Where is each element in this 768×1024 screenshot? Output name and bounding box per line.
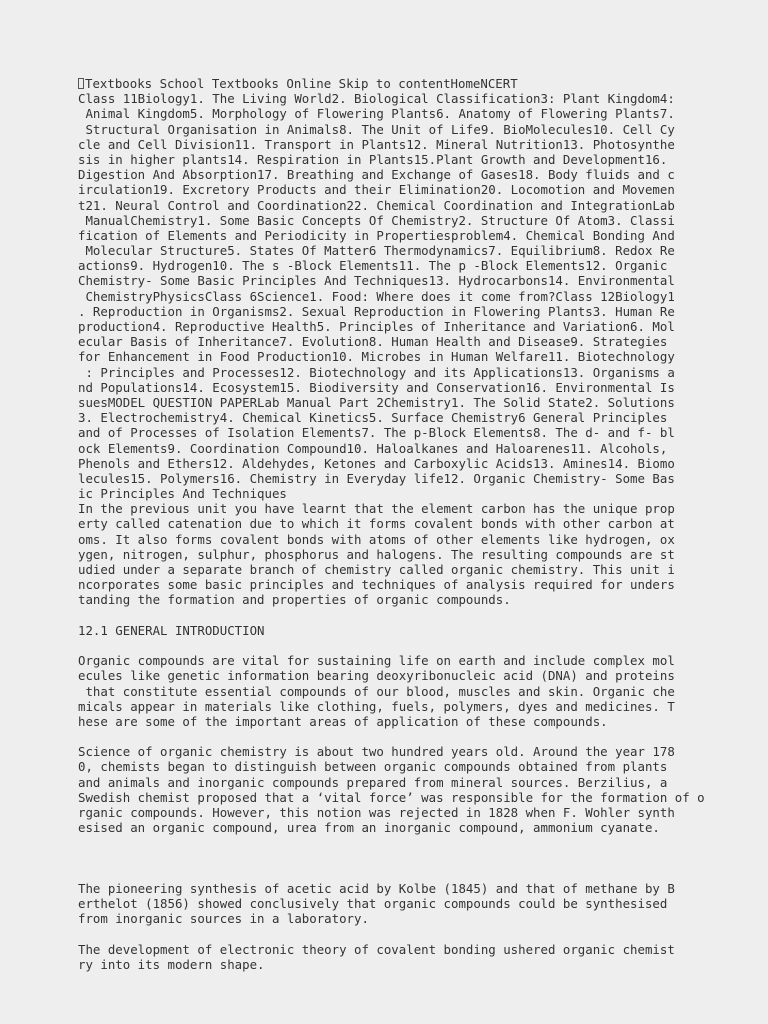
science-history-paragraph [78,744,750,835]
paragraph-line: The pioneering synthesis of acetic acid by Kolbe (1845) and that of methane by B [78,880,675,896]
paragraph-line: from inorganic sources in a laboratory. [78,911,369,927]
paragraph-line: rganic compounds. However, this notion was rejected in 1828 when F. Wohler synth [78,805,675,820]
paragraph-line: Organic compounds are vital for sustaining life on earth and include complex mol [78,653,675,669]
paragraph-line: In the previous unit you have learnt that the element carbon has the unique prop [78,501,675,517]
nav-line: nd Populations14. Ecosystem15. Biodiversity and Conservation16. Environmental Is [78,379,675,395]
nav-line: cle and Cell Division11. Transport in Plants12. Mineral Nutrition13. Photosynthe [78,136,675,152]
nav-line: sis in higher plants14. Respiration in Plants15.Plant Growth and Development16. [78,151,668,167]
organic-compounds-paragraph [78,653,750,729]
nav-line: . Reproduction in Organisms2. Sexual Reproduction in Flowering Plants3. Human Re [78,303,675,319]
paragraph-line: hese are some of the important areas of application of these compounds. [78,713,608,729]
nav-line: suesMODEL QUESTION PAPERLab Manual Part 2Chemistry1. The Solid State2. Solutions [78,394,675,410]
synthesis-paragraph [78,881,750,927]
document-page [78,76,750,972]
paragraph-line: ecules like genetic information bearing deoxyribonucleic acid (DNA) and proteins [78,668,675,684]
nav-line: Digestion And Absorption17. Breathing and Exchange of Gases18. Body fluids and c [78,167,675,183]
missing-glyph-box-icon [78,78,84,89]
paragraph-line: and animals and inorganic compounds prepared from mineral sources. Berzilius, a [78,774,668,790]
nav-line: Molecular Structure5. States Of Matter6 Thermodynamics7. Equilibrium8. Redox Re [78,243,675,259]
nav-line: 3. Electrochemistry4. Chemical Kinetics5. Surface Chemistry6 General Principles [78,410,668,426]
paragraph-line: tanding the formation and properties of organic compounds. [78,592,511,608]
nav-line: : Principles and Processes12. Biotechnology and its Applications13. Organisms a [78,364,675,380]
spacer [78,608,750,623]
paragraph-line: erty called catenation due to which it forms covalent bonds with other carbon at [78,516,675,532]
paragraph-line: ncorporates some basic principles and techniques of analysis required for unders [78,577,675,593]
nav-line: irculation19. Excretory Products and their Elimination20. Locomotion and Movemen [78,182,675,198]
nav-line: lecules15. Polymers16. Chemistry in Everyday life12. Organic Chemistry- Some Bas [78,470,675,486]
nav-line: Structural Organisation in Animals8. The Unit of Life9. BioMolecules10. Cell Cy [78,121,675,137]
section-heading: 12.1 GENERAL INTRODUCTION [78,622,265,638]
electronic-theory-paragraph [78,942,750,972]
paragraph-line: erthelot (1856) showed conclusively that organic compounds could be synthesised [78,896,668,912]
nav-line: production4. Reproductive Health5. Principles of Inheritance and Variation6. Mol [78,319,675,334]
nav-line: actions9. Hydrogen10. The s -Block Elements11. The p -Block Elements12. Organic [78,258,668,274]
nav-line: Chemistry- Some Basic Principles And Techniques13. Hydrocarbons14. Environmental [78,273,675,289]
paragraph-line: oms. It also forms covalent bonds with atoms of other elements like hydrogen, ox [78,531,675,547]
paragraph-line: Swedish chemist proposed that a ‘vital force’ was responsible for the formation of o [78,789,705,805]
intro-paragraph [78,501,750,607]
paragraph-line: 0, chemists began to distinguish between organic compounds obtained from plants [78,759,668,775]
nav-line: ChemistryPhysicsClass 6Science1. Food: Where does it come from?Class 12Biology1 [78,288,675,304]
spacer [78,835,750,881]
paragraph-line: ygen, nitrogen, sulphur, phosphorus and halogens. The resulting compounds are st [78,546,675,562]
nav-line: and of Processes of Isolation Elements7. The p-Block Elements8. The d- and f- bl [78,425,675,441]
spacer [78,927,750,942]
paragraph-line: micals appear in materials like clothing, fuels, polymers, dyes and medicines. T [78,698,675,714]
nav-line: ock Elements9. Coordination Compound10. Haloalkanes and Haloarenes11. Alcohols, [78,440,668,456]
nav-line: Animal Kingdom5. Morphology of Flowering Plants6. Anatomy of Flowering Plants7. [78,106,675,122]
nav-line: ManualChemistry1. Some Basic Concepts Of Chemistry2. Structure Of Atom3. Classi [78,212,675,228]
paragraph-line: udied under a separate branch of chemistry called organic chemistry. This unit i [78,562,675,577]
nav-line: fication of Elements and Periodicity in Propertiesproblem4. Chemical Bonding And [78,227,675,243]
site-header-text: Textbooks School Textbooks Online Skip to contentHomeNCERT [85,76,518,91]
nav-line [78,76,750,91]
paragraph-line: esised an organic compound, urea from an inorganic compound, ammonium cyanate. [78,820,660,836]
spacer [78,729,750,744]
paragraph-line: that constitute essential compounds of our blood, muscles and skin. Organic che [78,683,675,699]
paragraph-line: The development of electronic theory of covalent bonding ushered organic chemist [78,941,675,957]
paragraph-line: ry into its modern shape. [78,956,265,972]
nav-line: Phenols and Ethers12. Aldehydes, Ketones and Carboxylic Acids13. Amines14. Biomo [78,455,675,471]
spacer [78,638,750,653]
nav-line: ic Principles And Techniques [78,486,287,502]
nav-line: for Enhancement in Food Production10. Microbes in Human Welfare11. Biotechnology [78,349,675,365]
paragraph-line: Science of organic chemistry is about two hundred years old. Around the year 178 [78,744,675,760]
nav-line: ecular Basis of Inheritance7. Evolution8. Human Health and Disease9. Strategies [78,334,668,350]
nav-line: Class 11Biology1. The Living World2. Biological Classification3: Plant Kingdom4: [78,91,675,107]
nav-text-block [78,76,750,501]
nav-line: t21. Neural Control and Coordination22. Chemical Coordination and IntegrationLab [78,197,675,213]
